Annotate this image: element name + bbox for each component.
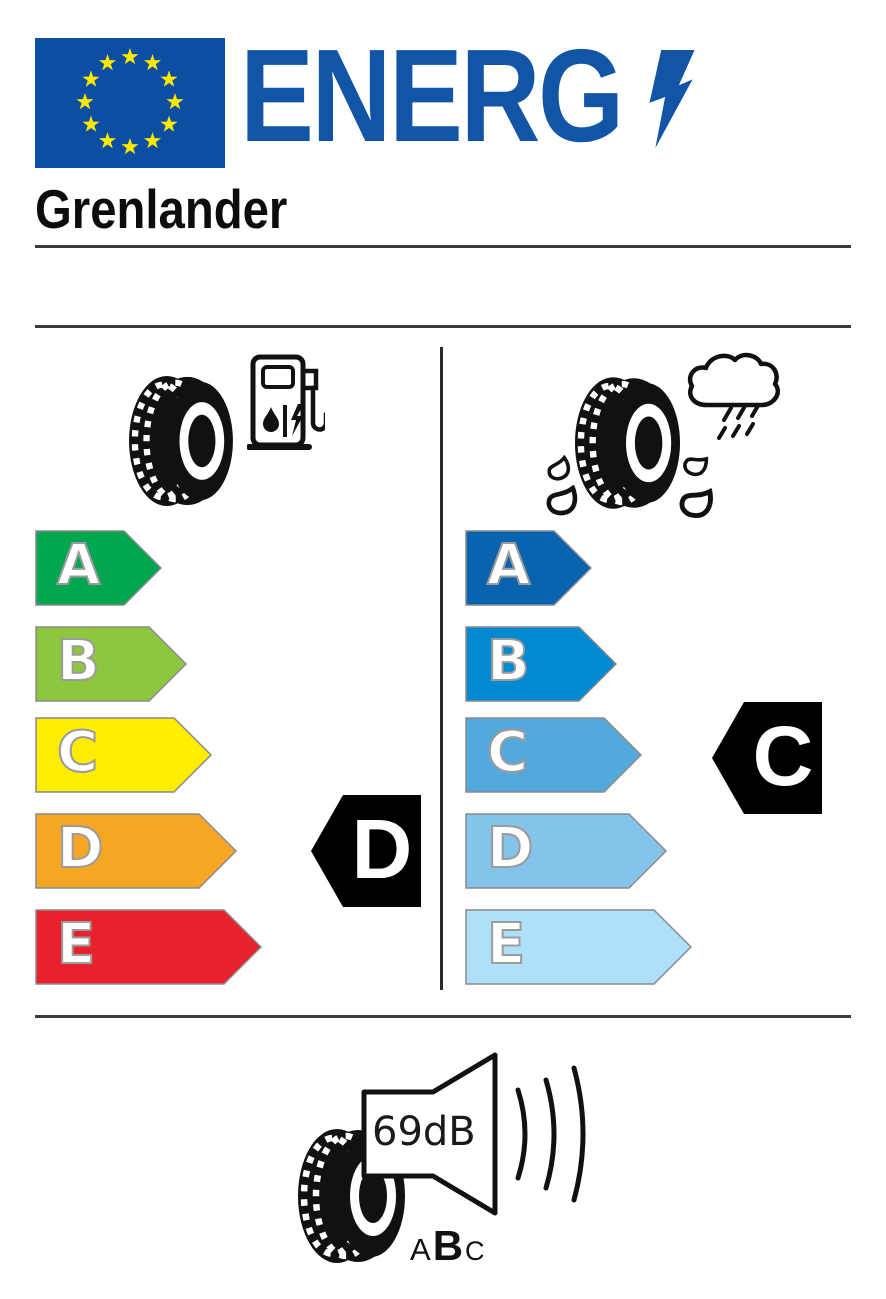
noise-class-c: C bbox=[465, 1236, 485, 1266]
grade-letter: C bbox=[57, 720, 99, 785]
column-divider bbox=[440, 347, 443, 990]
grade-letter: A bbox=[487, 533, 531, 598]
grade-arrow-b bbox=[35, 626, 188, 702]
rain-cloud-icon bbox=[683, 348, 781, 443]
energ-logo-text: ENERG bbox=[240, 22, 622, 169]
wet-grip-scale bbox=[465, 530, 735, 985]
grade-arrow-c bbox=[465, 717, 643, 793]
grade-arrow-d bbox=[35, 813, 238, 889]
grade-arrow-a bbox=[35, 530, 163, 606]
grade-letter: A bbox=[57, 533, 101, 598]
wet-grip-rating-indicator bbox=[711, 701, 823, 815]
grade-arrow-a bbox=[465, 530, 593, 606]
grade-arrow-b bbox=[465, 626, 618, 702]
grade-arrow-d bbox=[465, 813, 668, 889]
grade-letter: B bbox=[487, 629, 530, 694]
lightning-bolt-icon bbox=[648, 50, 696, 148]
sound-waves-icon bbox=[512, 1058, 597, 1210]
brand-name: Grenlander bbox=[35, 178, 288, 240]
eu-flag-icon bbox=[35, 38, 225, 168]
noise-level-value: 69dB bbox=[372, 1109, 476, 1155]
grade-letter: E bbox=[57, 912, 96, 977]
grade-letter: D bbox=[57, 816, 104, 881]
grade-letter: D bbox=[487, 816, 534, 881]
noise-class-scale bbox=[410, 1222, 485, 1270]
divider-line-top bbox=[35, 245, 851, 248]
grade-letter: B bbox=[57, 629, 100, 694]
fuel-efficiency-scale bbox=[35, 530, 305, 985]
grade-arrow-c bbox=[35, 717, 213, 793]
fuel-rating-indicator bbox=[310, 794, 422, 908]
divider-line-bottom bbox=[35, 1015, 851, 1018]
fuel-rating-letter: D bbox=[351, 802, 413, 896]
wet-grip-rating-letter: C bbox=[752, 709, 814, 803]
grade-arrow-e bbox=[465, 909, 693, 985]
noise-class-a: A bbox=[410, 1232, 431, 1267]
grade-arrow-e bbox=[35, 909, 263, 985]
tire-icon bbox=[127, 374, 234, 508]
fuel-pump-icon bbox=[247, 351, 325, 451]
noise-class-b-selected: B bbox=[432, 1222, 464, 1269]
grade-letter: E bbox=[487, 912, 526, 977]
grade-letter: C bbox=[487, 720, 529, 785]
divider-line-middle bbox=[35, 325, 851, 328]
